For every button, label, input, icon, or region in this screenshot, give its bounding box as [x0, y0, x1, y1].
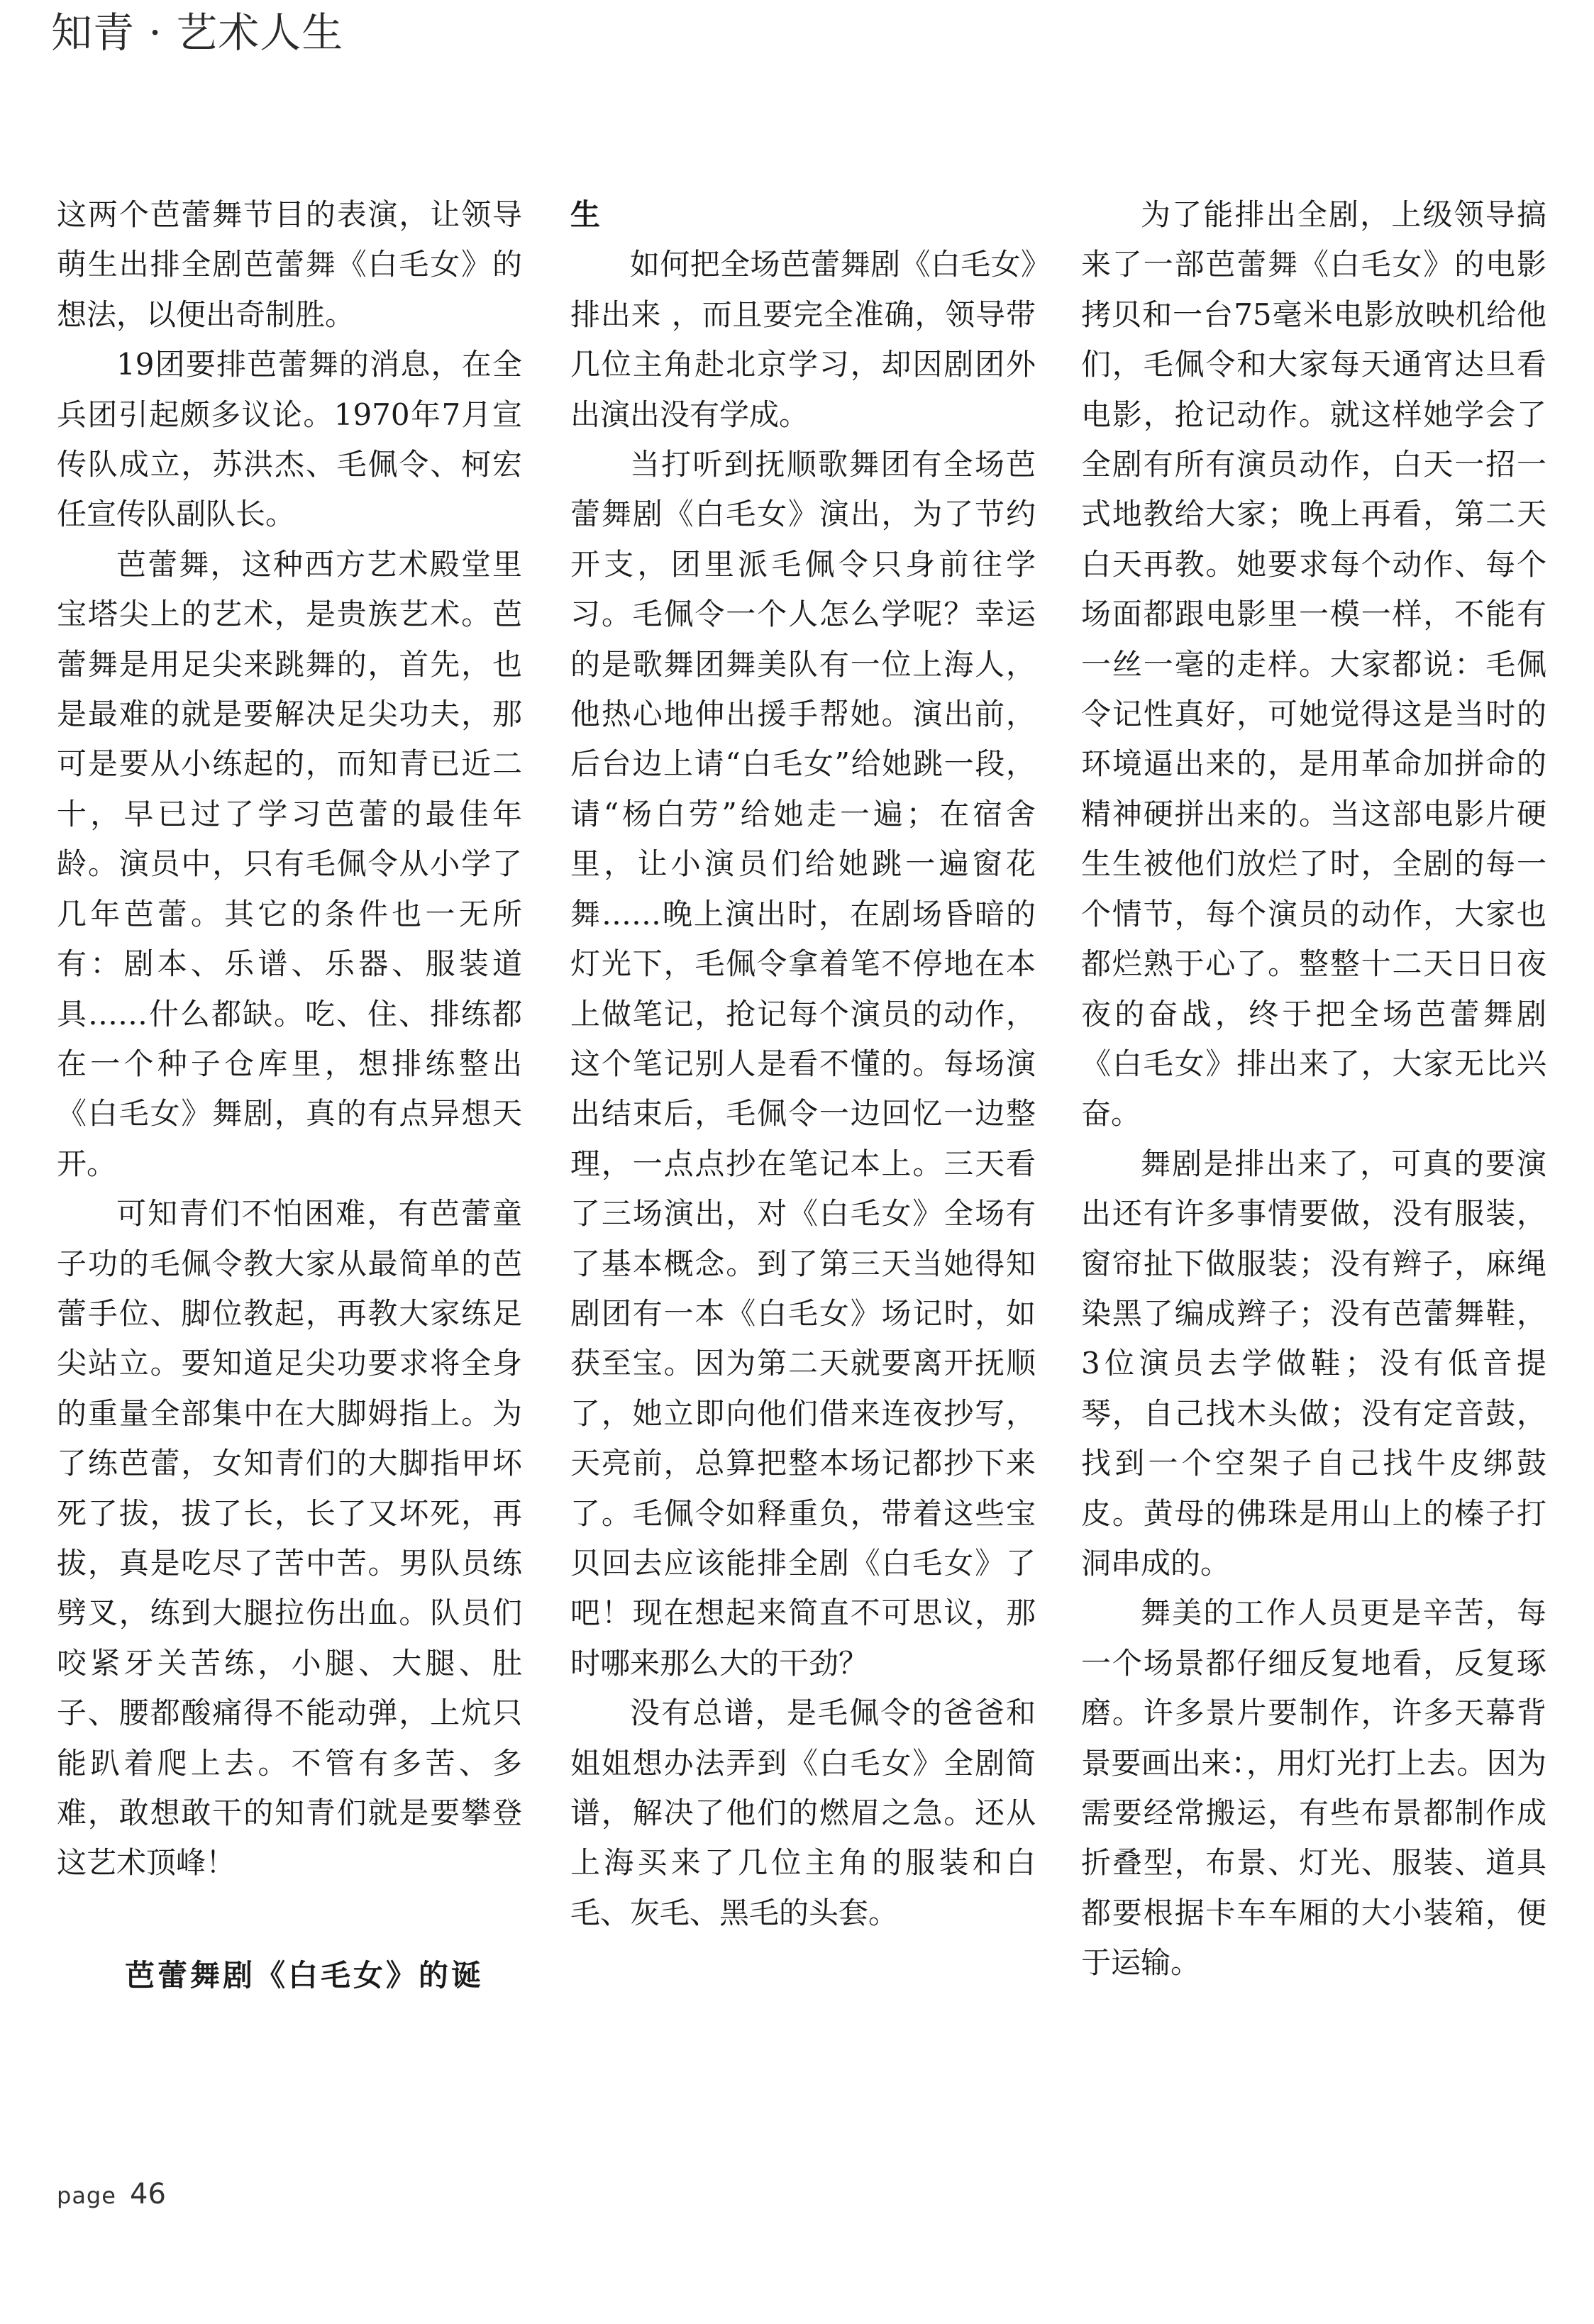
paragraph: 舞美的工作人员更是辛苦，每一个场景都仔细反复地看，反复琢磨。许多景片要制作，许多天幕背景要画出来：，用灯光打上去。因为需要经常搬运，有些布景都制作成折叠型，布景、灯光、服装、道具都要根据卡车车厢的大小装箱，便于运输。: [1081, 1595, 1546, 1981]
section-heading: 芭蕾舞剧《白毛女》的诞: [125, 1957, 485, 1993]
article-column-3: [1081, 190, 1546, 1988]
section-header: 知青 · 艺术人生: [51, 9, 344, 57]
paragraph: 19团要排芭蕾舞的消息，在全兵团引起颇多议论。1970年7月宣传队成立，苏洪杰、毛佩令、柯宏任宣传队副队长。: [57, 347, 522, 532]
page-footer: [57, 2178, 166, 2210]
page-number: 46: [130, 2178, 166, 2210]
paragraph: 芭蕾舞，这种西方艺术殿堂里宝塔尖上的艺术，是贵族艺术。芭蕾舞是用足尖来跳舞的，首先，也是最难的就是要解决足尖功夫，那可是要从小练起的，而知青已近二十，早已过了学习芭蕾的最佳年龄。演员中，只有毛佩令从小学了几年芭蕾。其它的条件也一无所有：剧本、乐谱、乐器、服装道具……什么都缺。吃、住、排练都在一个种子仓库里，想排练整出《白毛女》舞剧，真的有点异想天开。: [57, 546, 522, 1181]
paragraph: 当打听到抚顺歌舞团有全场芭蕾舞剧《白毛女》演出，为了节约开支，团里派毛佩令只身前往学习。毛佩令一个人怎么学呢？幸运的是歌舞团舞美队有一位上海人，他热心地伸出援手帮她。演出前，后台边上请“白毛女”给她跳一段，请“杨白劳”给她走一遍；在宿舍里，让小演员们给她跳一遍窗花舞……晚上演出时，在剧场昏暗的灯光下，毛佩令拿着笔不停地在本上做笔记，抢记每个演员的动作，这个笔记别人是看不懂的。每场演出结束后，毛佩令一边回忆一边整理，一点点抄在笔记本上。三天看了三场演出，对《白毛女》全场有了基本概念。到了第三天当她得知剧团有一本《白毛女》场记时，如获至宝。因为第二天就要离开抚顺了，她立即向他们借来连夜抄写，天亮前，总算把整本场记都抄下来了。毛佩令如释重负，带着这些宝贝回去应该能排全剧《白毛女》了吧！现在想起来简直不可思议，那时哪来那么大的干劲？: [570, 447, 1036, 1681]
article-column-2: [570, 190, 1036, 1938]
paragraph: 可知青们不怕困难，有芭蕾童子功的毛佩令教大家从最简单的芭蕾手位、脚位教起，再教大家练足尖站立。要知道足尖功要求将全身的重量全部集中在大脚姆指上。为了练芭蕾，女知青们的大脚指甲坏死了拔，拔了长，长了又坏死，再拔，真是吃尽了苦中苦。男队员练劈叉，练到大腿拉伤出血。队员们咬紧牙关苦练，小腿、大腿、肚子、腰都酸痛得不能动弹，上炕只能趴着爬上去。不管有多苦、多难，敢想敢干的知青们就是要攀登这艺术顶峰！: [57, 1196, 522, 1881]
section-heading-continued: 生: [570, 197, 601, 232]
paragraph: 没有总谱，是毛佩令的爸爸和姐姐想办法弄到《白毛女》全剧简谱，解决了他们的燃眉之急。还从上海买来了几位主角的服装和白毛、灰毛、黑毛的头套。: [570, 1695, 1036, 1930]
paragraph: 为了能排出全剧，上级领导搞来了一部芭蕾舞《白毛女》的电影拷贝和一台75毫米电影放映机给他们，毛佩令和大家每天通宵达旦看电影，抢记动作。就这样她学会了全剧有所有演员动作，白天一招一式地教给大家；晚上再看，第二天白天再教。她要求每个动作、每个场面都跟电影里一模一样，不能有一丝一毫的走样。大家都说：毛佩令记性真好，可她觉得这是当时的环境逼出来的，是用革命加拼命的精神硬拼出来的。当这部电影片硬生生被他们放烂了时，全剧的每一个情节，每个演员的动作，大家也都烂熟于心了。整整十二天日日夜夜的奋战，终于把全场芭蕾舞剧《白毛女》排出来了，大家无比兴奋。: [1081, 197, 1546, 1131]
paragraph: 如何把全场芭蕾舞剧《白毛女》排出来 ，而且要完全准确，领导带几位主角赴北京学习，却因剧团外出演出没有学成。: [570, 247, 1036, 432]
paragraph: 这两个芭蕾舞节目的表演，让领导萌生出排全剧芭蕾舞《白毛女》的想法，以便出奇制胜。: [57, 197, 522, 332]
paragraph: 舞剧是排出来了，可真的要演出还有许多事情要做，没有服装，窗帘扯下做服装；没有辫子，麻绳染黑了编成辫子；没有芭蕾舞鞋，3位演员去学做鞋；没有低音提琴，自己找木头做；没有定音鼓，找到一个空架子自己找牛皮绑鼓皮。黄母的佛珠是用山上的榛子打洞串成的。: [1081, 1146, 1546, 1581]
page-label: page: [57, 2182, 116, 2209]
article-column-1: [57, 190, 522, 2001]
